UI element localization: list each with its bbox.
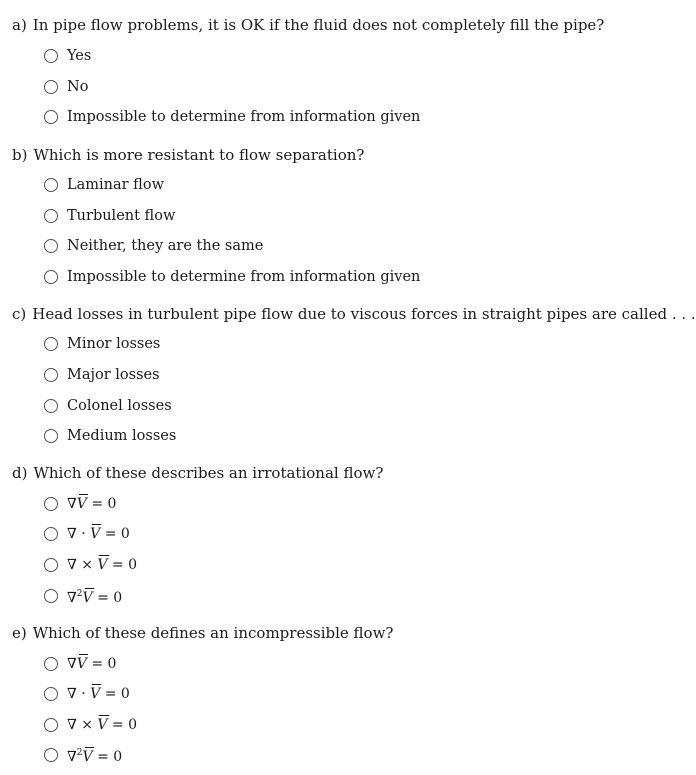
option-medium-losses[interactable] (44, 426, 176, 446)
math-expression: ∇ × V = 0 (67, 557, 138, 573)
option-label: No (67, 79, 89, 95)
radio-button[interactable] (44, 687, 58, 701)
radio-button[interactable] (44, 718, 58, 732)
option-minor-losses[interactable] (44, 334, 160, 354)
math-expression: ∇V = 0 (67, 656, 117, 672)
question-c (12, 304, 696, 324)
option-laplacian-v[interactable] (44, 745, 122, 765)
vector-v: V (82, 749, 93, 765)
option-yes[interactable] (44, 46, 91, 66)
radio-button[interactable] (44, 497, 58, 511)
vector-v: V (97, 717, 108, 733)
option-turbulent-flow[interactable] (44, 206, 175, 226)
option-gradient-v[interactable] (44, 654, 116, 674)
radio-button[interactable] (44, 368, 58, 382)
question-marker: c) (12, 305, 27, 323)
math-expression: ∇ · V = 0 (67, 686, 130, 702)
option-label: Minor losses (67, 336, 161, 352)
vector-v: V (97, 557, 108, 573)
math-expression: ∇ · V = 0 (67, 526, 130, 542)
option-label: Neither, they are the same (67, 238, 264, 254)
question-marker: b) (12, 146, 28, 164)
question-text: Which is more resistant to flow separation? (33, 146, 365, 164)
question-text: In pipe flow problems, it is OK if the fluid does not completely fill the pipe? (32, 16, 605, 34)
option-impossible[interactable] (44, 267, 420, 287)
option-colonel-losses[interactable] (44, 396, 172, 416)
option-no[interactable] (44, 77, 88, 97)
vector-v: V (90, 526, 101, 542)
option-divergence-v[interactable] (44, 524, 130, 544)
radio-button[interactable] (44, 589, 58, 603)
radio-button[interactable] (44, 527, 58, 541)
question-a (12, 15, 604, 35)
math-expression: ∇$^2$V = 0 (67, 589, 123, 606)
question-text: Which of these describes an irrotational flow? (33, 464, 384, 482)
option-gradient-v[interactable] (44, 494, 116, 514)
option-label: Turbulent flow (67, 208, 176, 224)
option-major-losses[interactable] (44, 365, 160, 385)
option-impossible[interactable] (44, 107, 420, 127)
option-label: Major losses (67, 367, 160, 383)
question-marker: a) (12, 16, 27, 34)
option-label: Impossible to determine from information given (67, 109, 421, 125)
radio-button[interactable] (44, 80, 58, 94)
option-label: Medium losses (67, 428, 177, 444)
vector-v: V (76, 496, 87, 512)
radio-button[interactable] (44, 657, 58, 671)
radio-button[interactable] (44, 110, 58, 124)
vector-v: V (90, 686, 101, 702)
question-d (12, 463, 383, 483)
option-curl-v[interactable] (44, 715, 137, 735)
radio-button[interactable] (44, 337, 58, 351)
math-expression: ∇$^2$V = 0 (67, 748, 123, 765)
question-e (12, 623, 393, 643)
option-label: Impossible to determine from information given (67, 269, 421, 285)
radio-button[interactable] (44, 239, 58, 253)
question-b (12, 145, 364, 165)
option-label: Laminar flow (67, 177, 164, 193)
radio-button[interactable] (44, 209, 58, 223)
radio-button[interactable] (44, 49, 58, 63)
option-divergence-v[interactable] (44, 684, 130, 704)
question-text: Head losses in turbulent pipe flow due to viscous forces in straight pipes are called . . . (32, 305, 696, 323)
radio-button[interactable] (44, 270, 58, 284)
radio-button[interactable] (44, 178, 58, 192)
vector-v: V (76, 656, 87, 672)
math-expression: ∇ × V = 0 (67, 717, 138, 733)
option-neither[interactable] (44, 236, 263, 256)
vector-v: V (82, 590, 93, 606)
question-marker: e) (12, 624, 27, 642)
option-label: Colonel losses (67, 398, 172, 414)
option-curl-v[interactable] (44, 555, 137, 575)
option-laminar-flow[interactable] (44, 175, 164, 195)
radio-button[interactable] (44, 399, 58, 413)
math-expression: ∇V = 0 (67, 496, 117, 512)
option-laplacian-v[interactable] (44, 586, 122, 606)
option-label: Yes (67, 48, 92, 64)
radio-button[interactable] (44, 558, 58, 572)
radio-button[interactable] (44, 748, 58, 762)
question-marker: d) (12, 464, 28, 482)
radio-button[interactable] (44, 429, 58, 443)
question-text: Which of these defines an incompressible flow? (32, 624, 394, 642)
